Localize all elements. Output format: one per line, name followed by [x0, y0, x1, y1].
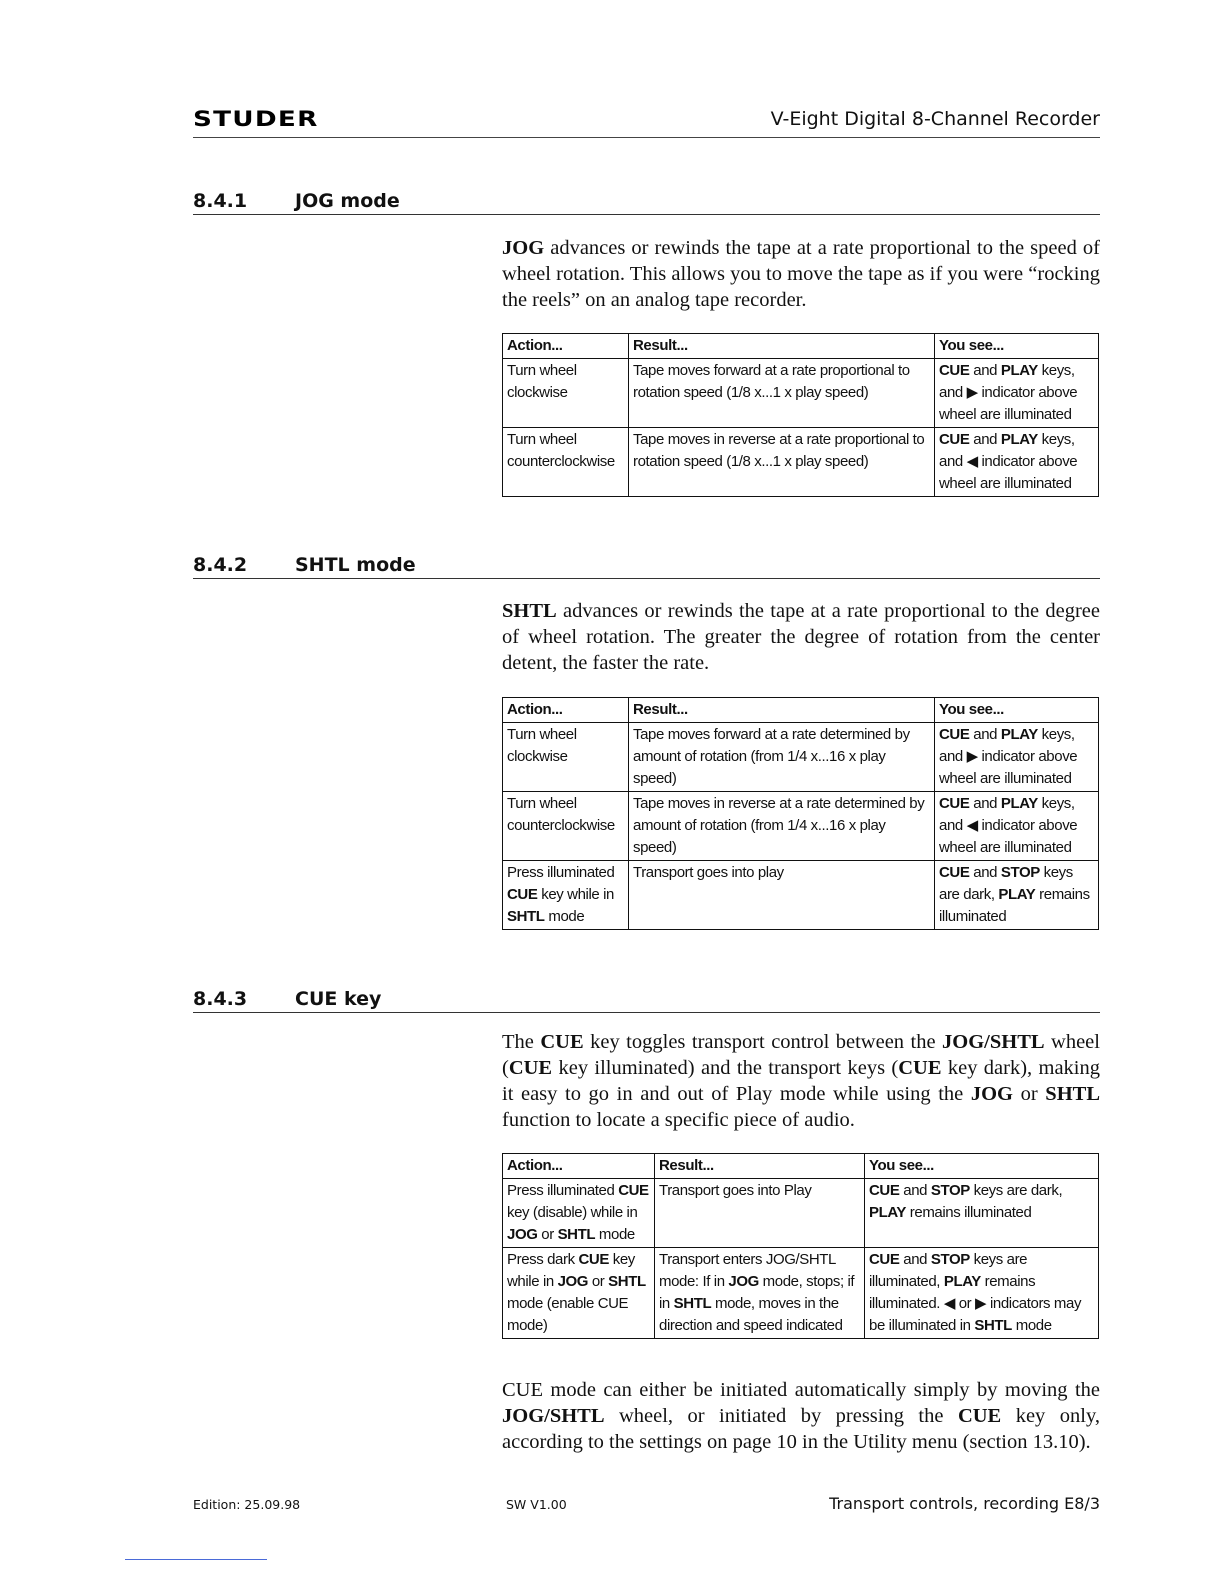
bottom-edge-line — [125, 1559, 267, 1560]
column-header: Action... — [503, 698, 629, 723]
table-cell: Turn wheel clockwise — [503, 359, 629, 428]
column-header: Result... — [629, 698, 935, 723]
section-title: CUE key — [295, 988, 382, 1010]
table-cell: Press dark CUE key while in JOG or SHTL mode (enable CUE mode) — [503, 1248, 655, 1339]
table-cell: CUE and PLAY keys, and ◀ indicator above wheel are illuminated — [935, 792, 1099, 861]
column-header: You see... — [935, 334, 1099, 359]
section-number: 8.4.1 — [193, 190, 248, 212]
table-row — [503, 359, 1099, 428]
table-cell: Tape moves in reverse at a rate proportional to rotation speed (1/8 x...1 x play speed) — [629, 428, 935, 497]
column-header: Action... — [503, 334, 629, 359]
table-cell: Transport enters JOG/SHTL mode: If in JOG mode, stops; if in SHTL mode, moves in the direction and speed indicated — [655, 1248, 865, 1339]
column-header: Action... — [503, 1154, 655, 1179]
table-cell: Turn wheel counterclockwise — [503, 428, 629, 497]
table-cell: Tape moves forward at a rate proportional to rotation speed (1/8 x...1 x play speed) — [629, 359, 935, 428]
shtl-intro-paragraph: SHTL advances or rewinds the tape at a rate proportional to the degree of wheel rotation. The greater the degree of rotation from the center detent, the faster the rate. — [502, 600, 1100, 674]
column-header: Result... — [655, 1154, 865, 1179]
table-row — [503, 428, 1099, 497]
table-cell: Press illuminated CUE key (disable) while in JOG or SHTL mode — [503, 1179, 655, 1248]
table-row — [503, 792, 1099, 861]
table-row — [503, 1248, 1099, 1339]
table-row — [503, 861, 1099, 930]
table-cell: Transport goes into play — [629, 861, 935, 930]
table-cell: Press illuminated CUE key while in SHTL mode — [503, 861, 629, 930]
table-cell: Tape moves forward at a rate determined by amount of rotation (from 1/4 x...16 x play speed) — [629, 723, 935, 792]
section-number: 8.4.3 — [193, 988, 248, 1010]
cue-outro-paragraph: CUE mode can either be initiated automatically simply by moving the JOG/SHTL wheel, or initiated by pressing the CUE key only, according to the settings on page 10 in the Utility menu (section 13.10). — [502, 1379, 1100, 1453]
table-header-row — [503, 698, 1099, 723]
table-cell: CUE and PLAY keys, and ▶ indicator above wheel are illuminated — [935, 359, 1099, 428]
section-title: SHTL mode — [295, 554, 416, 576]
table-header-row — [503, 334, 1099, 359]
table-cell: CUE and STOP keys are dark, PLAY remains illuminated — [935, 861, 1099, 930]
footer-software-version: SW V1.00 — [506, 1497, 567, 1512]
table-row — [503, 723, 1099, 792]
column-header: Result... — [629, 334, 935, 359]
section-heading-shtl — [193, 550, 1100, 579]
table-cell: Turn wheel counterclockwise — [503, 792, 629, 861]
document-title: V-Eight Digital 8-Channel Recorder — [770, 108, 1100, 130]
section-heading-cue — [193, 984, 1100, 1013]
footer-edition: Edition: 25.09.98 — [193, 1497, 301, 1512]
table-header-row — [503, 1154, 1099, 1179]
table-cell: CUE and STOP keys are illuminated, PLAY remains illuminated. ◀ or ▶ indicators may be illuminated in SHTL mode — [865, 1248, 1099, 1339]
column-header: You see... — [935, 698, 1099, 723]
table-cell: CUE and PLAY keys, and ▶ indicator above wheel are illuminated — [935, 723, 1099, 792]
table-cell: CUE and STOP keys are dark, PLAY remains illuminated — [865, 1179, 1099, 1248]
table-cell: CUE and PLAY keys, and ◀ indicator above wheel are illuminated — [935, 428, 1099, 497]
table-cell: Transport goes into Play — [655, 1179, 865, 1248]
cue-key-table — [502, 1153, 1099, 1339]
table-cell: Turn wheel clockwise — [503, 723, 629, 792]
jog-intro-paragraph: JOG advances or rewinds the tape at a rate proportional to the speed of wheel rotation. This allows you to move the tape as if you were “rocking the reels” on an analog tape recorder. — [502, 237, 1100, 311]
header-divider — [193, 137, 1100, 138]
jog-mode-table — [502, 333, 1099, 497]
section-heading-jog — [193, 186, 1100, 215]
footer-page-label: Transport controls, recording E8/3 — [829, 1494, 1100, 1513]
section-number: 8.4.2 — [193, 554, 248, 576]
table-row — [503, 1179, 1099, 1248]
studer-logo: STUDER — [193, 107, 319, 131]
cue-intro-paragraph: The CUE key toggles transport control between the JOG/SHTL wheel (CUE key illuminated) and the transport keys (CUE key dark), making it easy to go in and out of Play mode while using the JOG or SHTL function to locate a specific piece of audio. — [502, 1031, 1100, 1131]
section-title: JOG mode — [295, 190, 400, 212]
table-cell: Tape moves in reverse at a rate determined by amount of rotation (from 1/4 x...16 x play speed) — [629, 792, 935, 861]
column-header: You see... — [865, 1154, 1099, 1179]
shtl-mode-table — [502, 697, 1099, 930]
